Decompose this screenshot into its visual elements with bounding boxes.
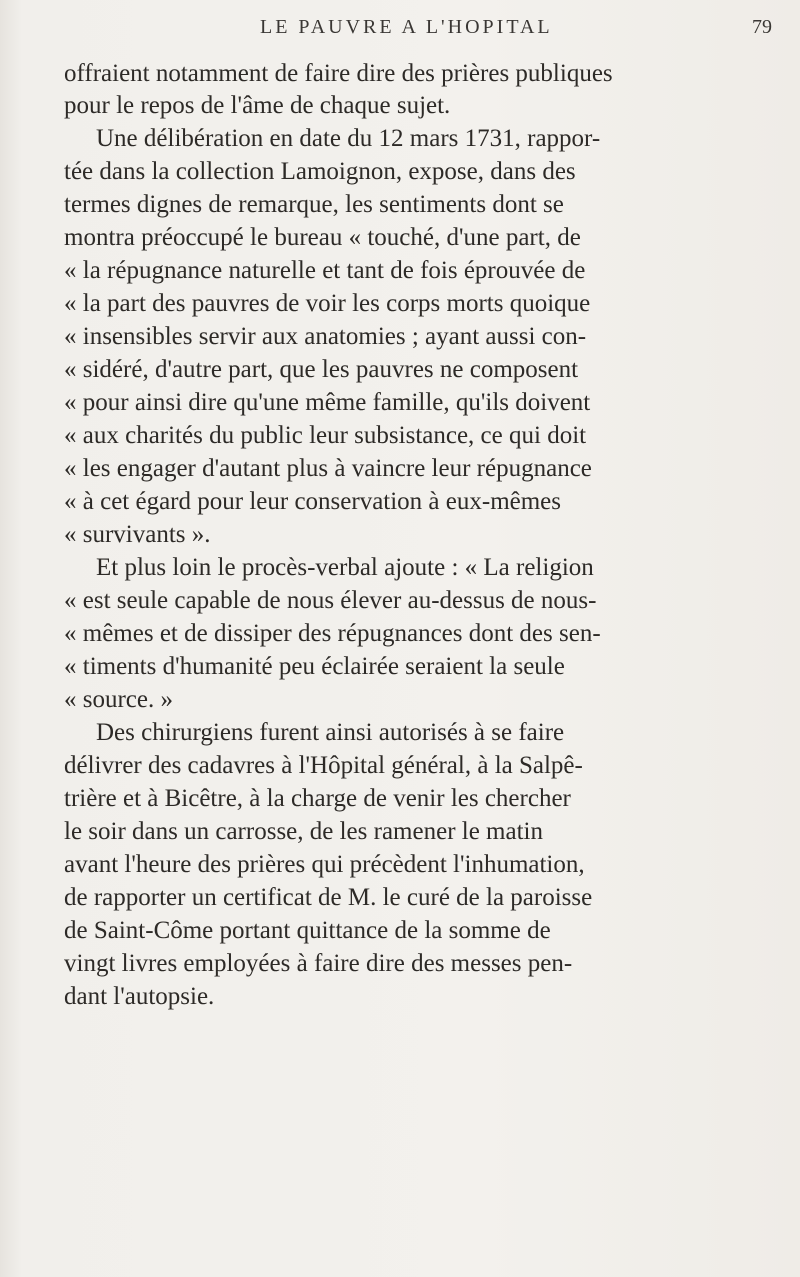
running-head: LE PAUVRE A L'HOPITAL [260, 16, 553, 38]
text-line: « sidéré, d'autre part, que les pauvres ne composent [64, 356, 579, 383]
text-line: Des chirurgiens furent ainsi autorisés à se faire [96, 719, 565, 746]
text-line: pour le repos de l'âme de chaque sujet. [64, 92, 451, 119]
text-line: vingt livres employées à faire dire des messes pen- [64, 950, 573, 977]
text-line: délivrer des cadavres à l'Hôpital général, à la Salpê- [64, 752, 583, 779]
text-line: Et plus loin le procès-verbal ajoute : « La religion [96, 554, 594, 581]
text-line: offraient notamment de faire dire des prières publiques [64, 60, 613, 87]
text-line: « les engager d'autant plus à vaincre leur répugnance [64, 455, 592, 482]
text-line: de rapporter un certificat de M. le curé de la paroisse [64, 884, 593, 911]
text-line: Une délibération en date du 12 mars 1731, rappor- [96, 125, 601, 152]
text-line: « timents d'humanité peu éclairée seraient la seule [64, 653, 565, 680]
text-line: « survivants ». [64, 521, 211, 548]
text-line: « à cet égard pour leur conservation à eux-mêmes [64, 488, 562, 515]
text-line: avant l'heure des prières qui précèdent l'inhumation, [64, 851, 585, 878]
page-number: 79 [752, 16, 772, 38]
text-line: « est seule capable de nous élever au-dessus de nous- [64, 587, 597, 614]
text-line: tée dans la collection Lamoignon, expose, dans des [64, 158, 576, 185]
text-line: « mêmes et de dissiper des répugnances dont des sen- [64, 620, 601, 647]
text-line: montra préoccupé le bureau « touché, d'une part, de [64, 224, 581, 251]
text-line: le soir dans un carrosse, de les ramener le matin [64, 818, 543, 845]
text-line: « insensibles servir aux anatomies ; ayant aussi con- [64, 323, 587, 350]
text-line: « pour ainsi dire qu'une même famille, qu'ils doivent [64, 389, 591, 416]
text-line: termes dignes de remarque, les sentiments dont se [64, 191, 564, 218]
page-header [0, 16, 800, 46]
text-line: dant l'autopsie. [64, 983, 215, 1010]
text-line: trière et à Bicêtre, à la charge de venir les chercher [64, 785, 571, 812]
text-line: « aux charités du public leur subsistance, ce qui doit [64, 422, 587, 449]
text-line: « la répugnance naturelle et tant de fois éprouvée de [64, 257, 586, 284]
text-line: « la part des pauvres de voir les corps morts quoique [64, 290, 591, 317]
text-line: de Saint-Côme portant quittance de la somme de [64, 917, 551, 944]
text-line: « source. » [64, 686, 173, 713]
